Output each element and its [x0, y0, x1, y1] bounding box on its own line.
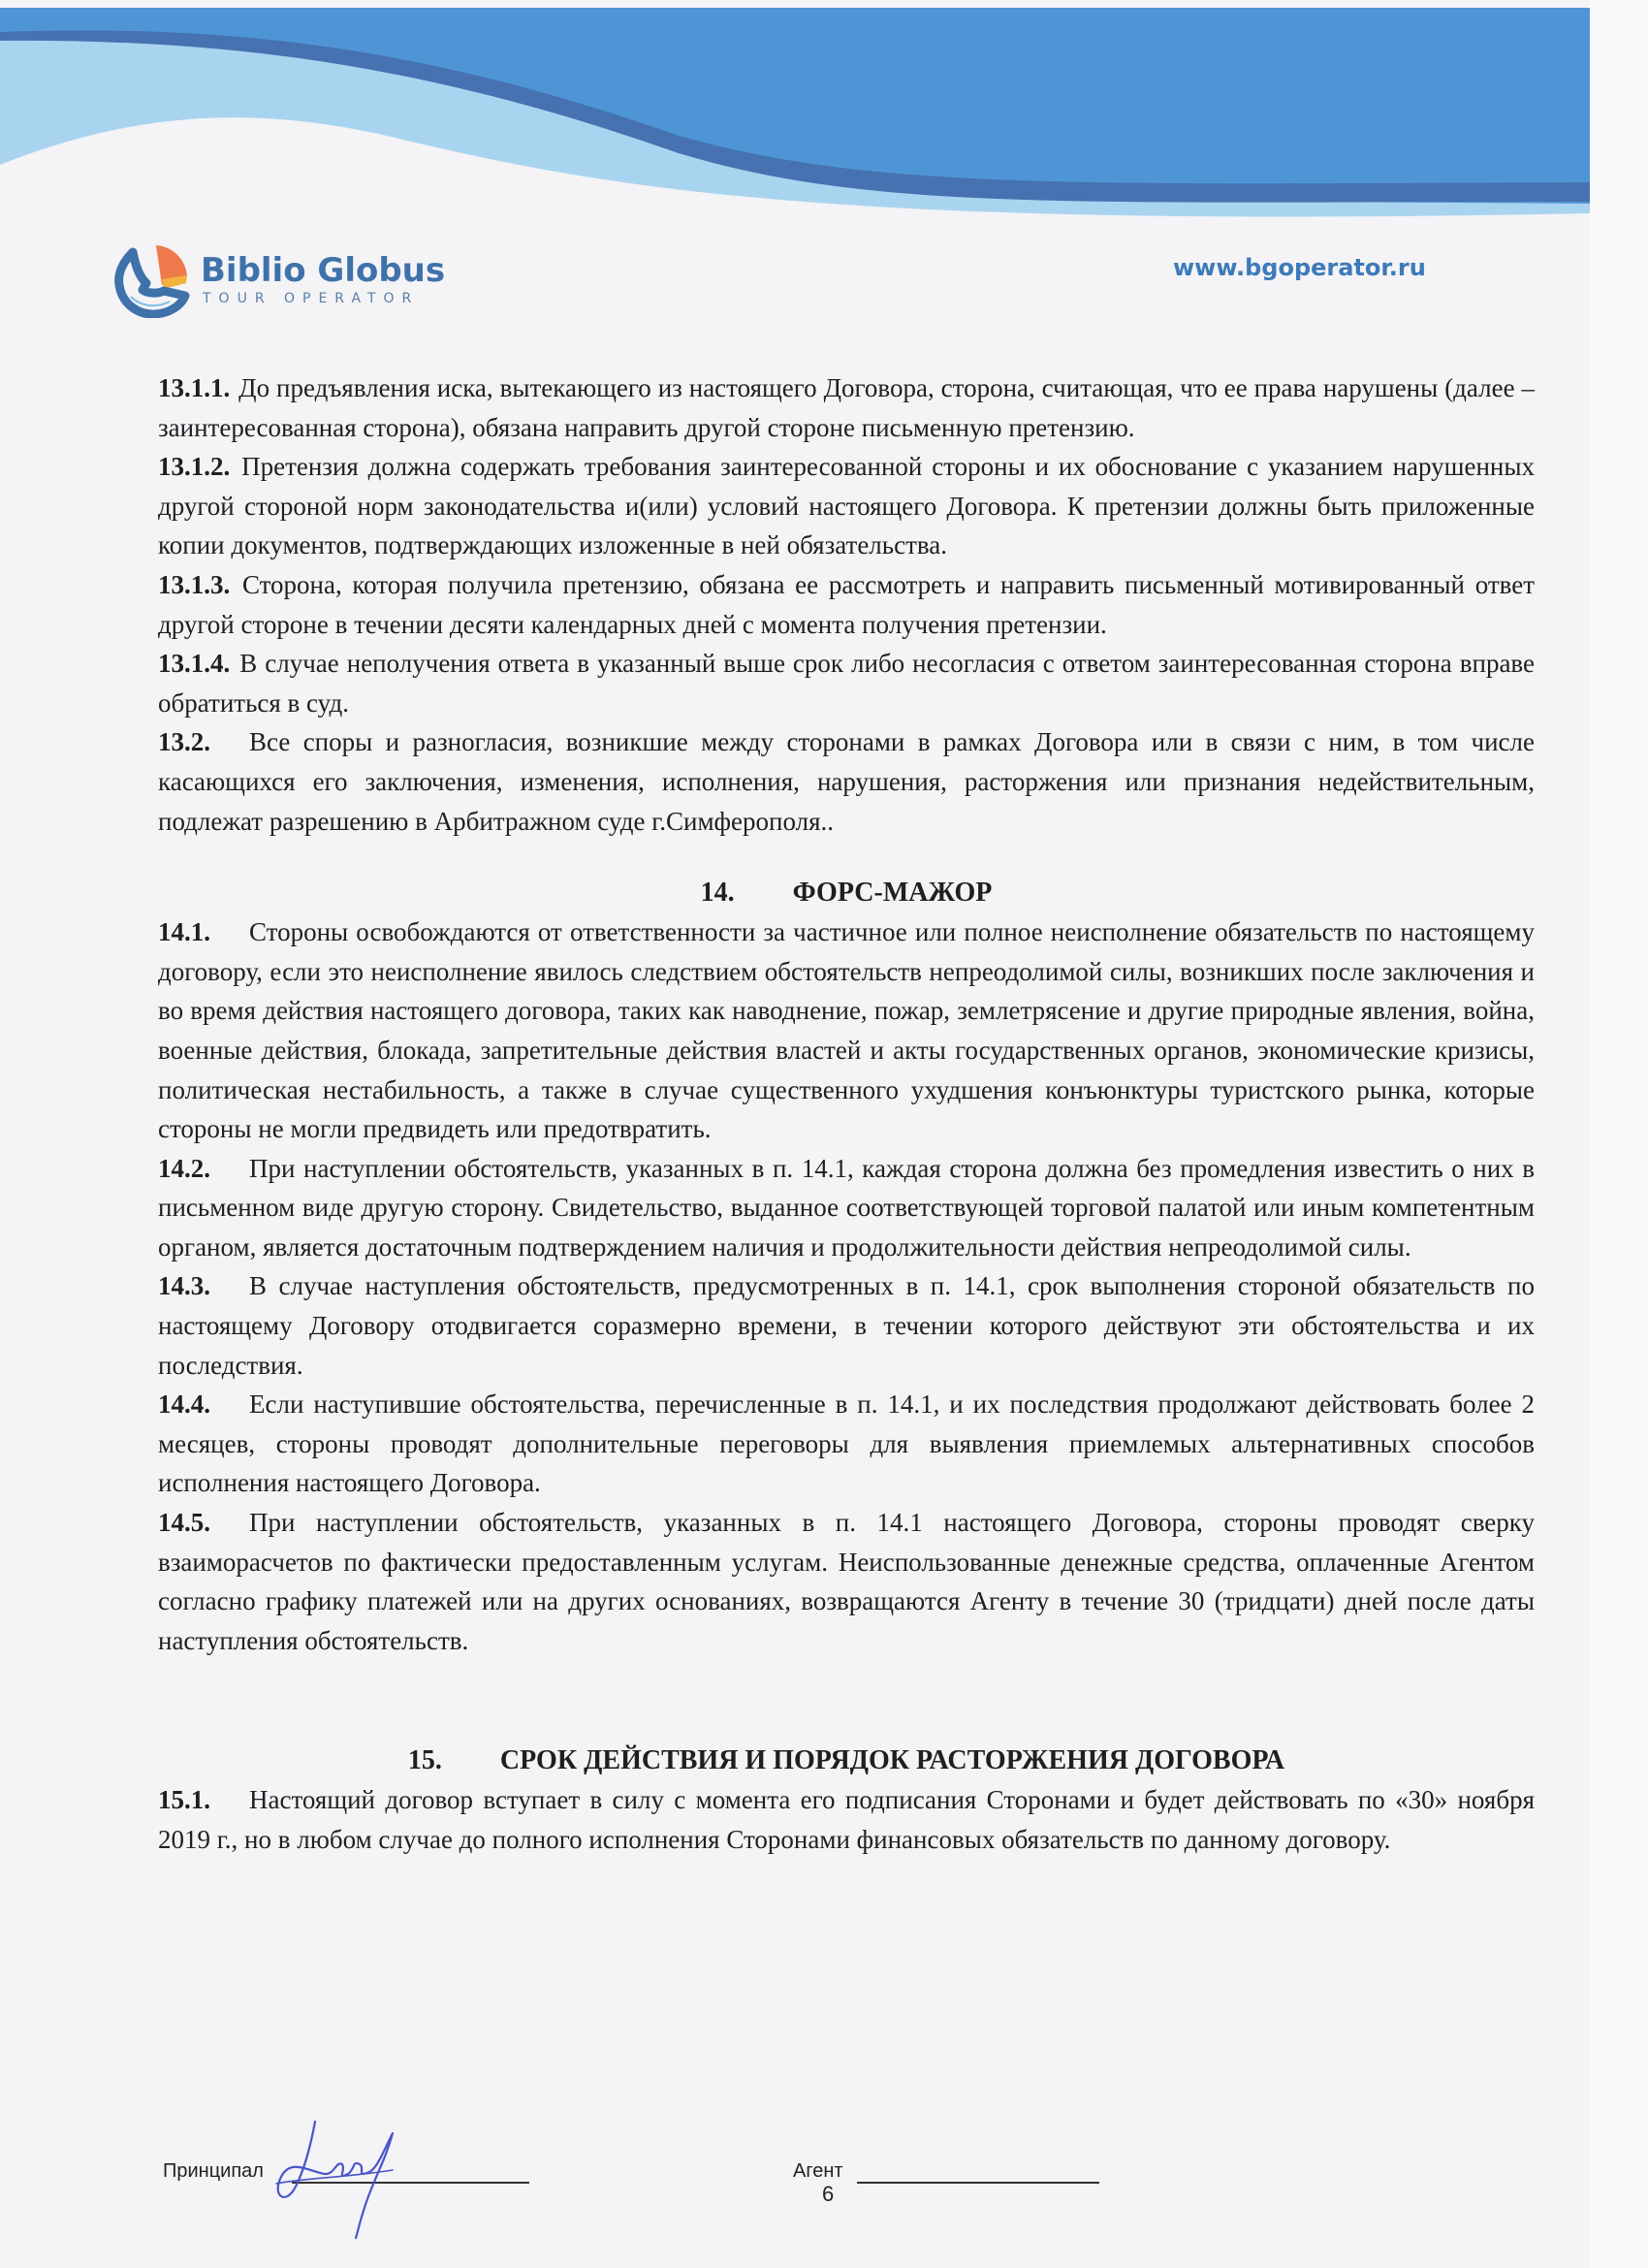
- clause-text: Стороны освобождаются от ответственности за частичное или полное неисполнение обязательств по настоящему договору, если это неисполнение явилось следствием обстоятельств непреодолимой силы, возникших после заключения и во время действия настоящего договора, таких как наводнение, пожар, землетрясение и другие природные явления, война, военные действия, блокада, запретительные действия властей и акты государственных органов, экономические кризисы, политическая нестабильность, а также в случае существенного ухудшения конъюнктуры туристского рынка, которые стороны не могли предвидеть или предотвратить.: [158, 917, 1535, 1144]
- clause-15-1: [158, 1780, 1535, 1859]
- clause-number: 14.3.: [158, 1271, 210, 1301]
- clause-13-1-1: [158, 368, 1535, 447]
- website-url: www.bgoperator.ru: [1173, 254, 1426, 281]
- section-14-heading: [158, 874, 1535, 912]
- section-number: 14.: [700, 878, 735, 909]
- clause-number: 14.4.: [158, 1390, 210, 1420]
- clause-number: 13.2.: [158, 727, 210, 757]
- clause-number: 13.1.3.: [158, 569, 231, 599]
- clause-number: 14.1.: [158, 917, 210, 947]
- brand-name: Biblio Globus: [201, 251, 446, 290]
- clause-14-1: [158, 912, 1535, 1149]
- clause-text: В случае наступления обстоятельств, предусмотренных в п. 14.1, срок выполнения стороной обязательств по настоящему Договору отодвигается соразмерно времени, в течении которого действуют эти обстоятельства и их последствия.: [158, 1271, 1535, 1380]
- handwritten-signature: [247, 2114, 422, 2240]
- clause-14-4: [158, 1385, 1535, 1503]
- page-number: 6: [822, 2182, 835, 2206]
- brand-tagline: TOUR OPERATOR: [203, 291, 420, 306]
- clause-text: Все споры и разногласия, возникшие между сторонами в рамках Договора или в связи с ним, в том числе касающихся его заключения, изменения, исполнения, нарушения, расторжения или признания недействительным, подлежат разрешению в Арбитражном суде г.Симферополя..: [158, 727, 1535, 836]
- clause-text: Настоящий договор вступает в силу с момента его подписания Сторонами и будет действовать по «30» ноября 2019 г., но в любом случае до полного исполнения Сторонами финансовых обязательств по данному договору.: [158, 1785, 1535, 1854]
- section-title: СРОК ДЕЙСТВИЯ И ПОРЯДОК РАСТОРЖЕНИЯ ДОГОВОРА: [499, 1745, 1285, 1776]
- clause-number: 13.1.1.: [158, 373, 231, 402]
- spacer: [158, 1660, 1535, 1741]
- section-15-heading: [158, 1741, 1535, 1780]
- clause-text: При наступлении обстоятельств, указанных в п. 14.1 настоящего Договора, стороны проводят сверку взаиморасчетов по фактически предоставленным услугам. Неиспользованные денежные средства, оплаченные Агентом согласно графику платежей или на других основаниях, возвращаются Агенту в течение 30 (тридцати) дней после даты наступления обстоятельств.: [158, 1508, 1535, 1655]
- clause-13-2: [158, 722, 1535, 841]
- clause-number: 14.5.: [158, 1508, 210, 1538]
- clause-13-1-2: [158, 447, 1535, 565]
- header-wave-banner: [0, 0, 1590, 223]
- spacer: [158, 841, 1535, 874]
- clause-number: 13.1.4.: [158, 649, 231, 679]
- clause-14-2: [158, 1149, 1535, 1267]
- section-title: ФОРС-МАЖОР: [792, 878, 993, 909]
- biblio-globus-logo-icon: [113, 240, 191, 318]
- brand-logo: [113, 240, 445, 318]
- document-body: [158, 368, 1535, 1860]
- clause-text: До предъявления иска, вытекающего из настоящего Договора, сторона, считающая, что ее права нарушены (далее – заинтересованная сторона), обязана направить другой стороне письменную претензию.: [158, 373, 1536, 442]
- clause-13-1-3: [158, 565, 1535, 644]
- clause-text: Если наступившие обстоятельства, перечисленные в п. 14.1, и их последствия продолжают действовать более 2 месяцев, стороны проводят дополнительные переговоры для выявления приемлемых альтернативных способов исполнения настоящего Договора.: [158, 1390, 1535, 1498]
- clause-text: В случае неполучения ответа в указанный выше срок либо несогласия с ответом заинтересованная сторона вправе обратиться в суд.: [158, 649, 1536, 718]
- clause-number: 13.1.2.: [158, 452, 231, 482]
- agent-label: Агент: [793, 2160, 843, 2182]
- clause-text: Претензия должна содержать требования заинтересованной стороны и их обоснование с указанием нарушенных другой стороной норм законодательства и(или) условий настоящего Договора. К претензии должны быть приложенные копии документов, подтверждающих изложенные в ней обязательства.: [158, 452, 1535, 560]
- clause-number: 15.1.: [158, 1785, 210, 1815]
- clause-number: 14.2.: [158, 1153, 210, 1183]
- clause-14-5: [158, 1503, 1535, 1660]
- page-edge: [1590, 0, 1648, 2268]
- clause-text: При наступлении обстоятельств, указанных в п. 14.1, каждая сторона должна без промедления известить о них в письменном виде другую сторону. Свидетельство, выданное соответствующей торговой палатой или иным компетентным органом, является достаточным подтверждением наличия и продолжительности действия непреодолимой силы.: [158, 1153, 1535, 1262]
- agent-signature-line: [857, 2182, 1099, 2184]
- clause-14-3: [158, 1266, 1535, 1385]
- clause-text: Сторона, которая получила претензию, обязана ее рассмотреть и направить письменный мотивированный ответ другой стороне в течении десяти календарных дней с момента получения претензии.: [158, 569, 1536, 639]
- section-number: 15.: [407, 1745, 442, 1776]
- clause-13-1-4: [158, 644, 1535, 722]
- principal-label: Принципал: [163, 2160, 264, 2182]
